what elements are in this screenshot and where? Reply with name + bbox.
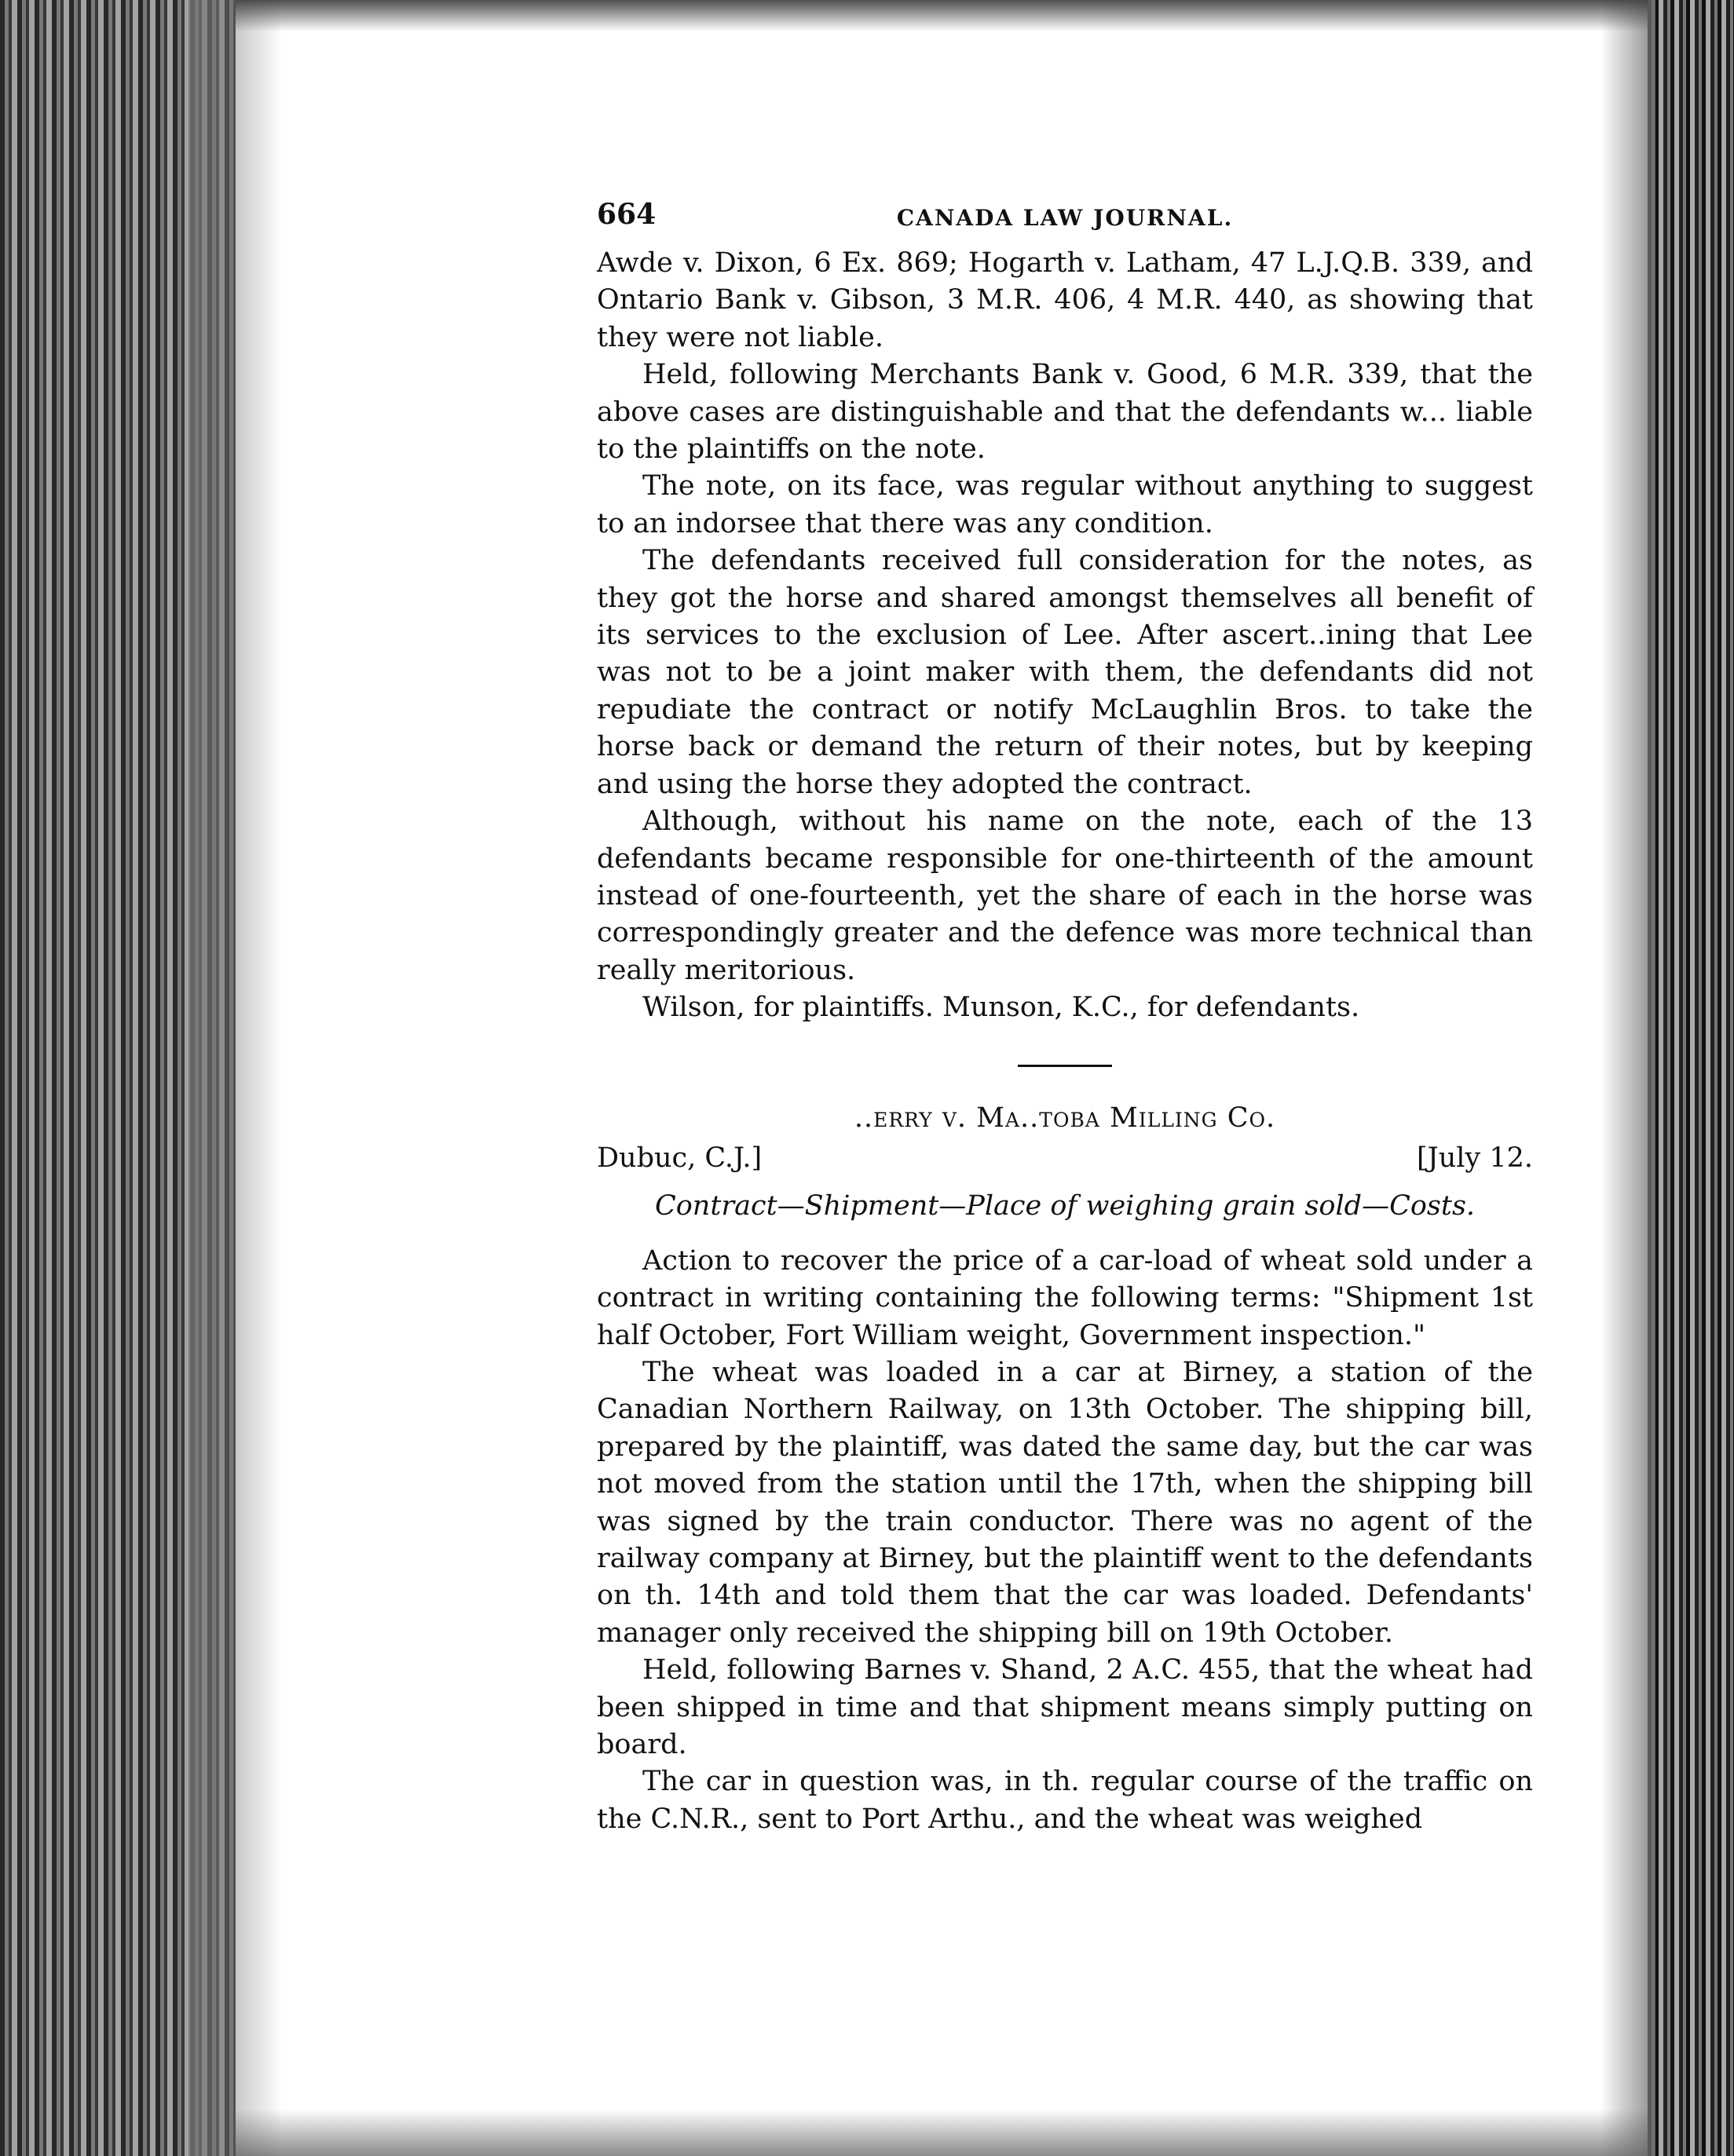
section-previous-case (597, 245, 1533, 1027)
paragraph: Although, without his name on the note, each of the 13 defendants became responsible for one-thirteenth of the amount instead of one-fourteenth, yet the share of each in the horse was correspondingly greater and the defence was more technical than really meritorious. (597, 806, 1533, 986)
decision-date: [July 12. (1417, 1142, 1533, 1174)
journal-page (597, 196, 1533, 1838)
page-header (597, 196, 1533, 236)
paragraph: Action to recover the price of a car-load of wheat sold under a contract in writing containing the following terms: "Shipment 1st half October, Fort William weight, Government inspection." (597, 1244, 1533, 1351)
paragraph: The wheat was loaded in a car at Birney, a station of the Canadian Northern Railway, on 13th October. The shipping bill, prepared by the plaintiff, was dated the same day, but the car was not moved from the station until the 17th, when the shipping bill was signed by the train conductor. There was no agent of the railway company at Birney, but the plaintiff went to the defendants on th. 14th and told them that the car was loaded. Defendants' manager only received the shipping bill on 19th October. (597, 1356, 1533, 1649)
judge-line (597, 1140, 1533, 1177)
section-divider (1018, 1065, 1112, 1067)
paragraph: Held, following Merchants Bank v. Good, 6 M.R. 339, that the above cases are distinguishable and that the defendants w... liable to the plaintiffs on the note. (597, 359, 1533, 466)
counsel-line: Wilson, for plaintiffs. Munson, K.C., for defendants. (642, 992, 1360, 1024)
paragraph: The defendants received full consideration for the notes, as they got the horse and shared amongst themselves all benefit of its services to the exclusion of Lee. After ascert..ining that Lee was not to be a joint maker with them, the defendants did not repudiate the contract or notify McLaughlin Bros. to take the horse back or demand the return of their notes, but by keeping and using the horse they adopted the contract. (597, 545, 1533, 800)
paragraph: Held, following Barnes v. Shand, 2 A.C. 455, that the wheat had been shipped in time and that shipment means simply putting on board. (597, 1654, 1533, 1761)
judge: Dubuc, C.J.] (597, 1142, 763, 1174)
scan-bottom-shadow (236, 2109, 1648, 2156)
scan-right-shadow (1600, 0, 1655, 2156)
page-number: 664 (597, 198, 657, 231)
paragraph: The car in question was, in th. regular course of the traffic on the C.N.R., sent to Port Arthu., and the wheat was weighed (597, 1766, 1533, 1835)
case-subject: Contract—Shipment—Place of weighing grain sold—Costs. (654, 1190, 1476, 1222)
paragraph: The note, on its face, was regular without anything to suggest to an indorsee that there was any condition. (597, 470, 1533, 539)
case-title: ..erry v. Ma..toba Milling Co. (854, 1102, 1276, 1134)
paragraph: Awde v. Dixon, 6 Ex. 869; Hogarth v. Latham, 47 L.J.Q.B. 339, and Ontario Bank v. Gibson, 3 M.R. 406, 4 M.R. 440, as showing that they were not liable. (597, 247, 1533, 353)
scan-right-border (1648, 0, 1734, 2156)
scan-left-shadow (188, 0, 283, 2156)
running-head: CANADA LAW JOURNAL. (896, 205, 1234, 231)
scan-top-shadow (236, 0, 1648, 31)
section-new-case (597, 1100, 1533, 1839)
